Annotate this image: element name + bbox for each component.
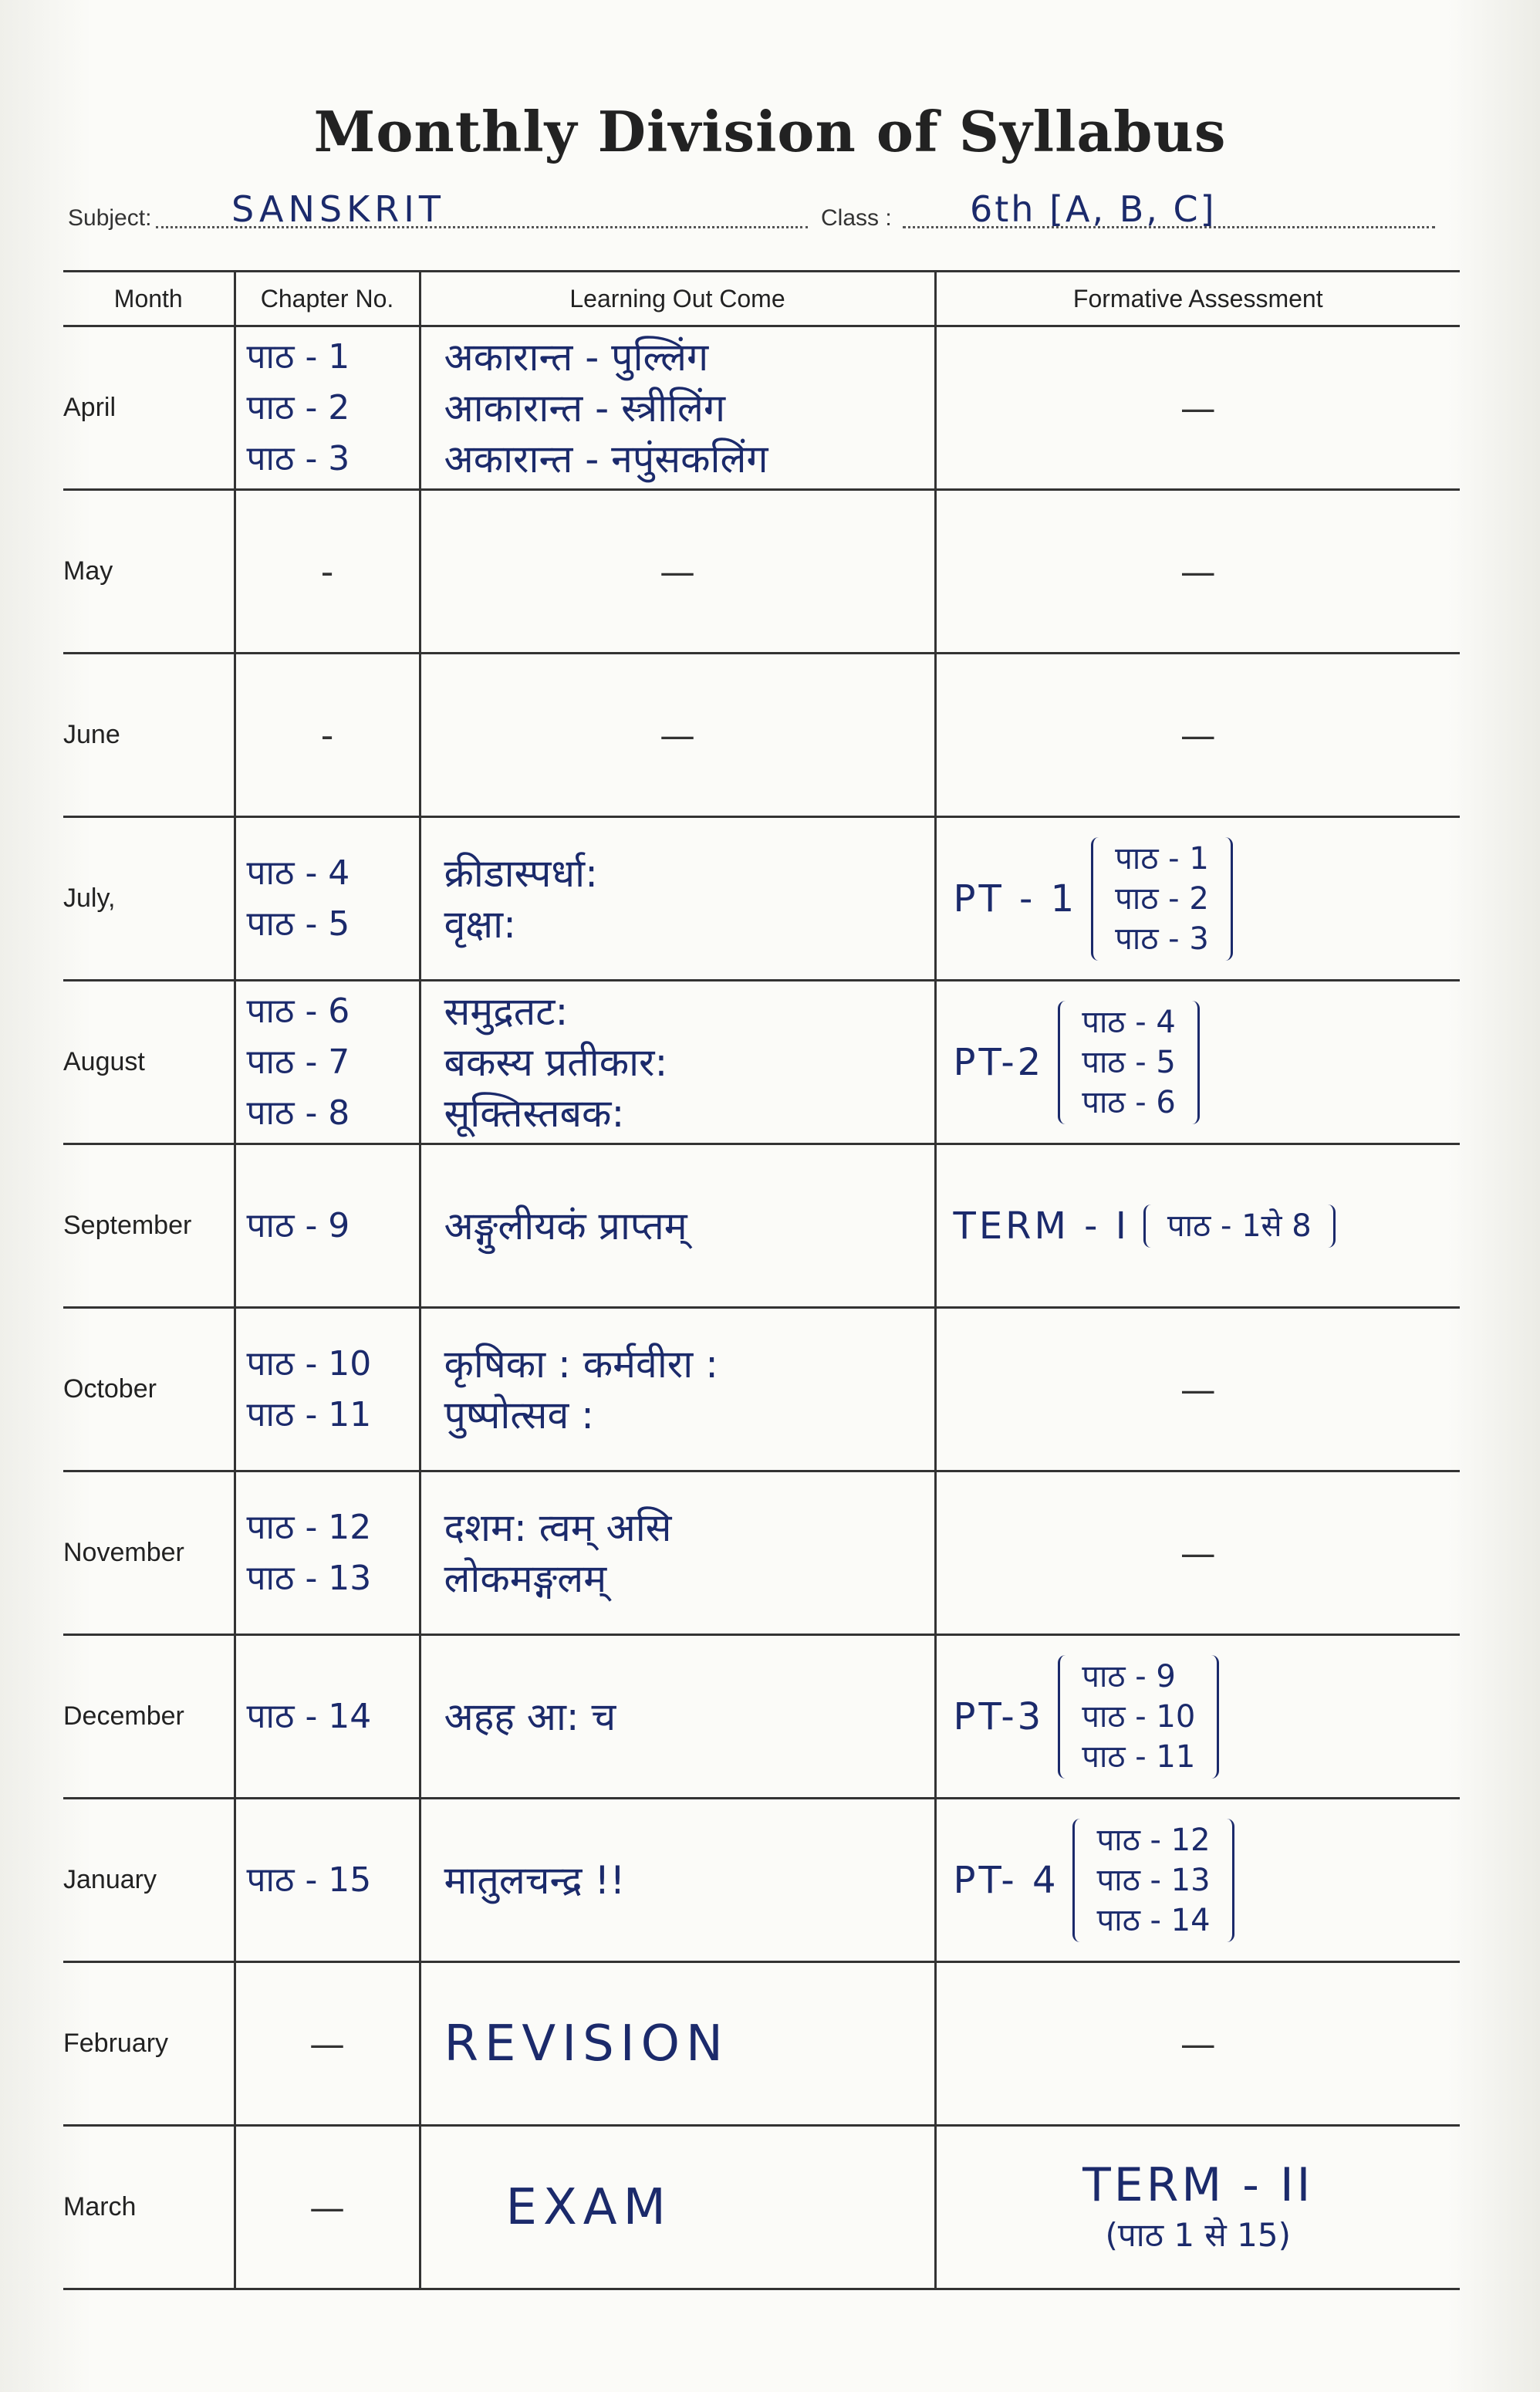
- outcome-entry: क्रीडास्पर्धा:: [444, 850, 598, 896]
- assessment-cell: [935, 981, 1460, 1144]
- assessment-item: पाठ - 14: [1096, 1902, 1211, 1938]
- chapter-cell: [235, 1635, 420, 1799]
- month-cell: April: [63, 326, 235, 490]
- header-month: Month: [63, 272, 235, 326]
- table-row: [63, 490, 1460, 654]
- table-row: [63, 1144, 1460, 1308]
- outcome-cell: [420, 1962, 935, 2126]
- outcome-entry: समुद्रतट:: [444, 988, 569, 1034]
- assessment-cell: [935, 326, 1460, 490]
- assessment-bracket: [1058, 1655, 1219, 1779]
- outcome-entry: EXAM: [505, 2178, 672, 2236]
- header-learning-outcome: Learning Out Come: [420, 272, 935, 326]
- outcome-entry: मातुलचन्द्र !!: [444, 1857, 626, 1903]
- subject-label: Subject:: [68, 205, 152, 231]
- table-row: [63, 654, 1460, 817]
- chapter-entry: पाठ - 2: [246, 387, 350, 427]
- assessment-item: पाठ - 3: [1115, 921, 1209, 957]
- syllabus-table: [63, 270, 1460, 2290]
- chapter-cell: [235, 326, 420, 490]
- assessment-cell: [935, 1308, 1460, 1471]
- assessment-dash: —: [1180, 387, 1216, 429]
- chapter-cell: [235, 2126, 420, 2289]
- chapter-dash: -: [320, 714, 334, 756]
- outcome-cell: [420, 326, 935, 490]
- table-row: [63, 1799, 1460, 1962]
- chapter-cell: [235, 490, 420, 654]
- header-chapter-no: Chapter No.: [235, 272, 420, 326]
- month-cell: June: [63, 654, 235, 817]
- assessment-code: PT-3: [953, 1694, 1045, 1738]
- chapter-entry: पाठ - 7: [246, 1042, 350, 1082]
- outcome-dash: —: [660, 550, 695, 593]
- chapter-cell: [235, 1799, 420, 1962]
- chapter-entry: पाठ - 10: [246, 1343, 372, 1384]
- table-row: [63, 1471, 1460, 1635]
- assessment-item: पाठ - 10: [1082, 1698, 1196, 1735]
- assessment-code: TERM - I: [953, 1204, 1130, 1248]
- outcome-cell: [420, 490, 935, 654]
- outcome-cell: [420, 1799, 935, 1962]
- outcome-entry: बकस्य प्रतीकार:: [444, 1039, 668, 1085]
- table-header-row: [63, 272, 1460, 326]
- assessment-item: पाठ - 13: [1096, 1862, 1211, 1898]
- assessment-subtext: (पाठ 1 से 15): [1105, 2216, 1292, 2254]
- outcome-entry: लोकमङ्गलम्: [444, 1556, 607, 1601]
- assessment-item: पाठ - 4: [1082, 1004, 1176, 1040]
- assessment-dash: —: [1180, 2022, 1216, 2065]
- month-cell: July,: [63, 817, 235, 981]
- chapter-cell: [235, 817, 420, 981]
- outcome-cell: [420, 2126, 935, 2289]
- assessment-item: पाठ - 2: [1115, 880, 1209, 917]
- assessment-cell: [935, 1471, 1460, 1635]
- assessment-item: पाठ - 11: [1082, 1738, 1196, 1775]
- chapter-cell: [235, 1308, 420, 1471]
- chapter-cell: [235, 1962, 420, 2126]
- chapter-dash: -: [320, 550, 334, 593]
- month-cell: November: [63, 1471, 235, 1635]
- chapter-entry: पाठ - 9: [246, 1205, 350, 1245]
- outcome-entry: आकारान्त - स्त्रीलिंग: [444, 385, 726, 431]
- assessment-cell: [935, 490, 1460, 654]
- assessment-bracket: [1143, 1204, 1336, 1248]
- chapter-dash: —: [309, 2186, 345, 2228]
- subject-class-line: [63, 185, 1437, 239]
- chapter-entry: पाठ - 15: [246, 1860, 372, 1900]
- assessment-item: पाठ - 9: [1082, 1658, 1176, 1694]
- outcome-cell: [420, 1471, 935, 1635]
- assessment-item: पाठ - 1: [1115, 840, 1209, 877]
- assessment-dash: —: [1180, 714, 1216, 756]
- chapter-entry: पाठ - 11: [246, 1394, 372, 1434]
- assessment-cell: [935, 654, 1460, 817]
- outcome-cell: [420, 1635, 935, 1799]
- month-cell: September: [63, 1144, 235, 1308]
- chapter-cell: [235, 1471, 420, 1635]
- assessment-code: PT-2: [953, 1040, 1045, 1084]
- outcome-entry: सूक्तिस्तबक:: [444, 1090, 625, 1136]
- outcome-cell: [420, 1144, 935, 1308]
- month-cell: May: [63, 490, 235, 654]
- page-title: Monthly Division of Syllabus: [313, 99, 1227, 164]
- assessment-item: पाठ - 1से 8: [1167, 1208, 1312, 1244]
- assessment-bracket: [1058, 1001, 1200, 1124]
- table-row: [63, 981, 1460, 1144]
- outcome-cell: [420, 981, 935, 1144]
- month-cell: March: [63, 2126, 235, 2289]
- class-label: Class :: [821, 205, 892, 231]
- chapter-entry: पाठ - 3: [246, 438, 350, 478]
- assessment-code: TERM - II: [1082, 2158, 1314, 2212]
- chapter-entry: पाठ - 6: [246, 991, 350, 1031]
- chapter-entry: पाठ - 5: [246, 904, 350, 944]
- chapter-cell: [235, 654, 420, 817]
- table-row: [63, 1635, 1460, 1799]
- table-row: [63, 326, 1460, 490]
- chapter-cell: [235, 1144, 420, 1308]
- assessment-cell: [935, 1799, 1460, 1962]
- outcome-entry: वृक्षा:: [444, 901, 516, 947]
- outcome-entry: पुष्पोत्सव :: [444, 1392, 594, 1438]
- month-cell: January: [63, 1799, 235, 1962]
- outcome-entry: अकारान्त - नपुंसकलिंग: [444, 436, 768, 481]
- table-row: [63, 2126, 1460, 2289]
- chapter-dash: —: [309, 2022, 345, 2065]
- outcome-entry: अहह आ: च: [444, 1694, 616, 1739]
- outcome-cell: [420, 817, 935, 981]
- assessment-item: पाठ - 5: [1082, 1044, 1176, 1080]
- chapter-entry: पाठ - 13: [246, 1558, 372, 1598]
- assessment-item: पाठ - 12: [1096, 1822, 1211, 1858]
- outcome-dash: —: [660, 714, 695, 756]
- chapter-entry: पाठ - 12: [246, 1507, 372, 1547]
- outcome-entry: अकारान्त - पुल्लिंग: [444, 334, 709, 380]
- table-row: [63, 817, 1460, 981]
- assessment-cell: [935, 1144, 1460, 1308]
- outcome-entry: REVISION: [444, 2015, 729, 2073]
- assessment-cell: [935, 2126, 1460, 2289]
- assessment-code: PT- 4: [953, 1858, 1059, 1902]
- table-row: [63, 1308, 1460, 1471]
- chapter-entry: पाठ - 1: [246, 336, 350, 377]
- outcome-entry: कृषिका : कर्मवीरा :: [444, 1341, 718, 1387]
- assessment-bracket: [1072, 1819, 1234, 1942]
- chapter-entry: पाठ - 8: [246, 1093, 350, 1133]
- assessment-dash: —: [1180, 550, 1216, 593]
- assessment-bracket: [1091, 837, 1233, 961]
- month-cell: August: [63, 981, 235, 1144]
- header-formative-assessment: Formative Assessment: [935, 272, 1460, 326]
- month-cell: February: [63, 1962, 235, 2126]
- outcome-cell: [420, 1308, 935, 1471]
- month-cell: December: [63, 1635, 235, 1799]
- assessment-code: PT - 1: [953, 877, 1078, 921]
- assessment-cell: [935, 1962, 1460, 2126]
- assessment-cell: [935, 1635, 1460, 1799]
- table-row: [63, 1962, 1460, 2126]
- outcome-entry: दशम: त्वम् असि: [444, 1505, 672, 1550]
- assessment-cell: [935, 817, 1460, 981]
- chapter-cell: [235, 981, 420, 1144]
- assessment-dash: —: [1180, 1368, 1216, 1411]
- outcome-entry: अङ्गुलीयकं प्राप्तम्: [444, 1203, 687, 1248]
- chapter-entry: पाठ - 4: [246, 853, 350, 893]
- subject-value: SANSKRIT: [231, 188, 445, 230]
- month-cell: October: [63, 1308, 235, 1471]
- chapter-entry: पाठ - 14: [246, 1696, 372, 1736]
- assessment-item: पाठ - 6: [1082, 1084, 1176, 1120]
- class-value: 6th [A, B, C]: [970, 188, 1217, 230]
- outcome-cell: [420, 654, 935, 817]
- assessment-dash: —: [1180, 1532, 1216, 1574]
